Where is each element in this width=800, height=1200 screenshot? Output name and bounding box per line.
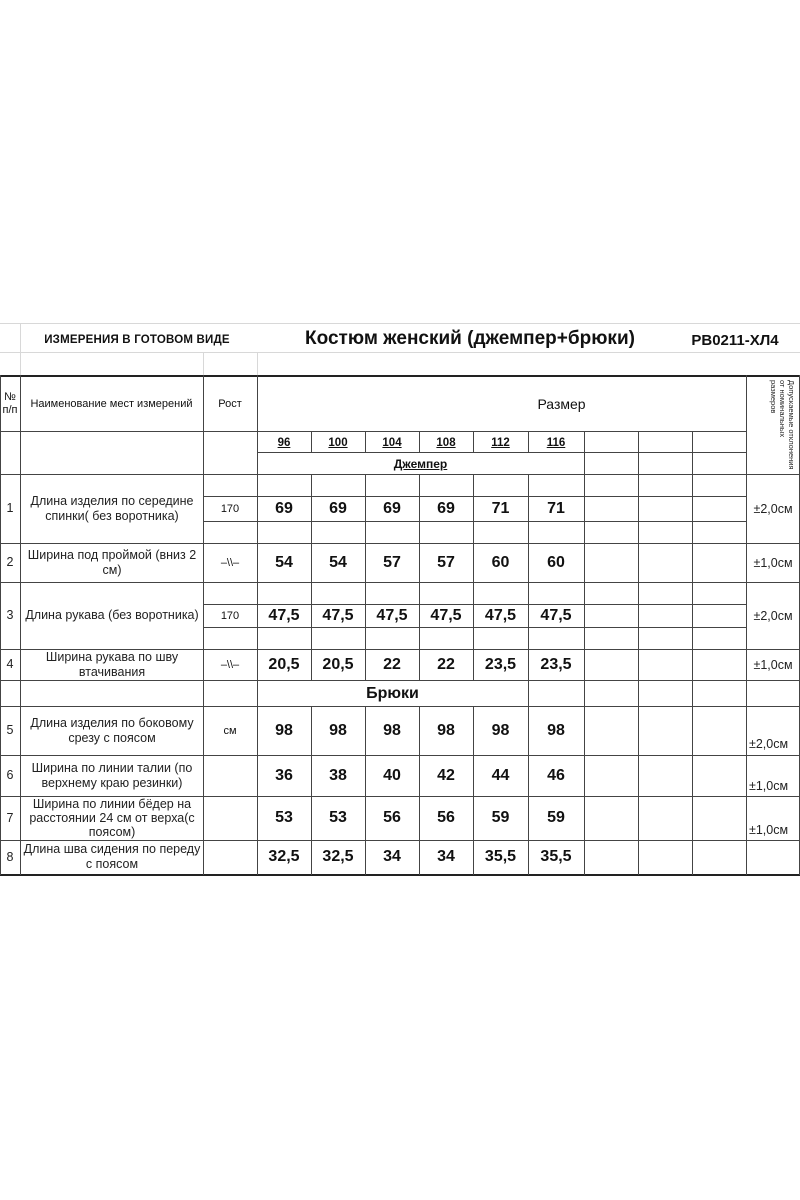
row-value: 47,5 [430,606,462,624]
row-value: 54 [329,553,347,571]
row-value: 32,5 [268,848,300,865]
row-num: 5 [6,723,14,737]
row-value: 98 [547,721,565,739]
row-value: 98 [383,721,401,739]
size-header: 108 [436,436,456,449]
row-value: 53 [329,809,347,826]
row-value: 47,5 [540,606,572,624]
row-num: 3 [6,608,14,622]
row-tolerance: ±2,0см [753,501,793,516]
row-value: 23,5 [484,655,517,673]
row-value: 22 [383,655,401,673]
row-value: 71 [491,499,510,517]
row-value: 32,5 [322,848,354,865]
header-num: № п/п [2,390,18,416]
row-value: 35,5 [484,848,517,865]
grid-line [20,375,21,875]
row-value: 42 [437,766,455,784]
row-name: Ширина по линии талии (по верхнему краю резинки) [31,760,193,790]
row-value: 69 [437,499,455,517]
row-value: 69 [383,499,401,517]
size-header: 104 [382,436,402,449]
table-border-bottom [0,874,800,876]
row-name: Ширина рукава по шву втачивания [45,649,179,679]
row-height: см [223,724,237,737]
row-value: 98 [275,721,293,739]
article-number: PB0211-ХЛ4 [691,331,779,349]
row-tolerance: ±1,0см [749,779,789,793]
row-num: 2 [6,555,14,569]
header-tolerance: Допускаемые отклонения от номинальных размеров [769,380,796,470]
grid-line [528,680,529,706]
row-height [203,840,257,874]
row-value: 47,5 [484,606,517,624]
row-value: 57 [383,553,401,571]
row-num: 4 [6,657,14,671]
grid-line [20,323,21,375]
header-size: Размер [537,395,586,412]
product-title: Костюм женский (джемпер+брюки) [305,328,635,349]
header-height: Рост [218,397,242,410]
size-header: 96 [277,436,291,449]
row-value: 23,5 [540,655,572,673]
grid-line [257,352,258,375]
grid-line [638,431,639,875]
row-value: 69 [275,499,293,517]
row-value: 36 [275,766,293,784]
row-num: 7 [6,810,14,825]
grid-line [584,431,585,680]
row-value: 44 [491,766,510,784]
row-value: 59 [547,809,565,826]
row-value: 34 [437,848,455,865]
grid-line [692,431,693,875]
row-value: 57 [437,553,455,571]
row-value: 20,5 [268,655,300,673]
row-value: 35,5 [540,848,572,865]
row-name: Длина изделия по боковому срезу с поясом [30,715,194,745]
section-jumper: Джемпер [393,456,448,471]
row-value: 98 [329,721,347,739]
row-value: 22 [437,655,455,673]
row-value: 71 [547,499,565,517]
row-num: 6 [6,768,14,782]
row-value: 98 [491,721,510,739]
row-value: 56 [437,809,455,826]
row-value: 47,5 [268,606,300,624]
row-tolerance: ±2,0см [753,608,793,623]
measurements-label: ИЗМЕРЕНИЯ В ГОТОВОМ ВИДЕ [44,334,230,346]
row-tolerance [746,840,800,874]
row-height [203,755,257,796]
size-header: 116 [546,436,566,449]
row-value: 59 [491,809,510,826]
row-tolerance: ±1,0см [753,657,793,672]
grid-line [203,352,204,375]
grid-line [203,521,746,522]
row-height: 170 [220,502,240,515]
row-num: 1 [6,501,14,515]
row-value: 56 [383,809,401,826]
row-height: 170 [220,609,240,622]
row-num: 8 [6,849,14,864]
row-value: 47,5 [376,606,408,624]
row-height [203,796,257,840]
row-value: 47,5 [322,606,354,624]
row-name: Длина рукава (без воротника) [25,608,199,622]
row-value: 60 [547,553,565,571]
row-tolerance: ±1,0см [749,823,789,837]
section-trousers: Брюки [366,684,419,702]
row-value: 40 [383,766,401,784]
row-value: 60 [491,553,510,571]
row-value: 38 [329,766,347,784]
row-height: –\\– [220,658,240,671]
row-value: 69 [329,499,347,517]
grid-line [584,680,585,875]
header-name: Наименование мест измерений [30,397,193,410]
size-header: 112 [491,436,510,449]
row-value: 46 [547,766,565,784]
row-value: 20,5 [322,655,354,673]
row-name: Длина шва сидения по переду с поясом [23,842,201,871]
row-value: 34 [383,848,401,865]
row-value: 98 [437,721,455,739]
row-value: 54 [275,553,293,571]
row-name: Ширина по линии бёдер на расстоянии 24 см от верха(с поясом) [29,797,195,839]
grid-line [203,627,746,628]
row-name: Длина изделия по середине спинки( без воротника) [30,493,194,523]
row-tolerance: ±1,0см [753,555,793,570]
row-value: 53 [275,809,293,826]
size-header: 100 [328,436,348,449]
row-tolerance: ±2,0см [749,737,789,751]
grid-line [0,431,746,432]
row-name: Ширина под проймой (вниз 2 см) [27,547,197,577]
row-height: –\\– [220,556,240,569]
